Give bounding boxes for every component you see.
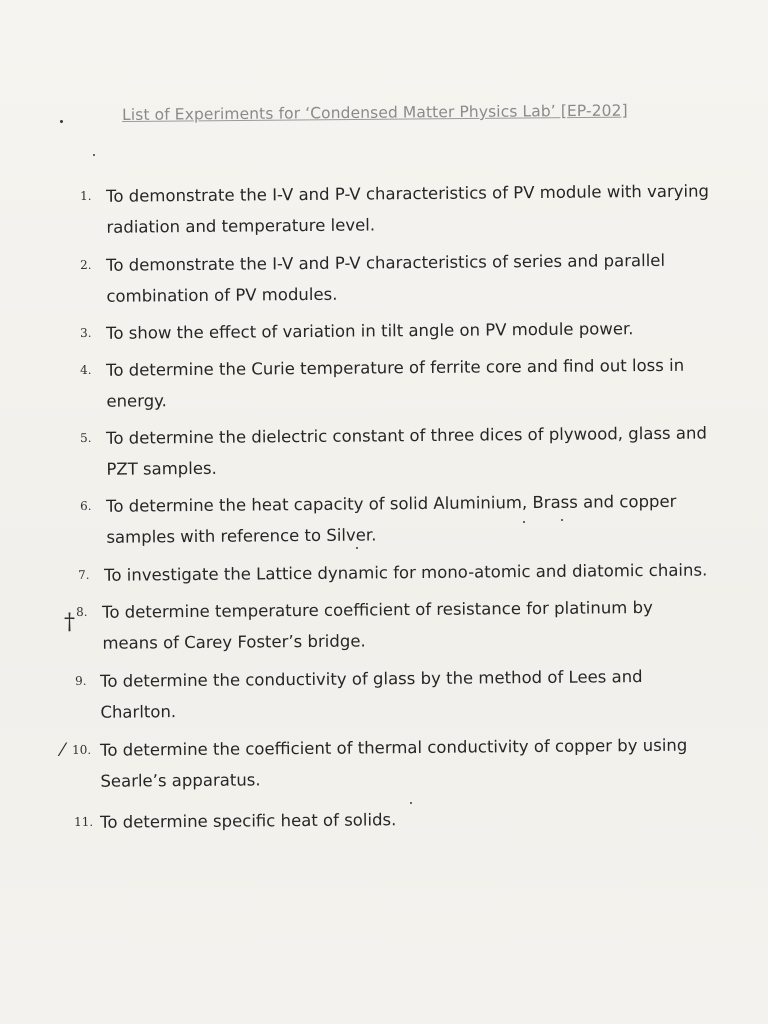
item-text-line1: To demonstrate the I-V and P-V characteristics of PV module with varying bbox=[106, 181, 710, 206]
item-text-line1: To investigate the Lattice dynamic for mono-atomic and diatomic chains. bbox=[104, 560, 708, 585]
item-text-line2: PZT samples. bbox=[106, 458, 217, 479]
list-item bbox=[80, 313, 634, 349]
item-text-line2: means of Carey Foster’s bridge. bbox=[102, 631, 366, 653]
scan-speck bbox=[60, 120, 63, 123]
list-item bbox=[78, 555, 707, 591]
item-number: 11. bbox=[74, 814, 94, 829]
item-number: 7. bbox=[78, 567, 90, 582]
item-text-line1: To determine the dielectric constant of three dices of plywood, glass and bbox=[106, 423, 707, 448]
item-text-line1: To determine specific heat of solids. bbox=[100, 810, 397, 832]
list-item bbox=[80, 176, 709, 243]
item-text-line1: To determine the heat capacity of solid Aluminium, Brass and copper bbox=[106, 491, 677, 516]
list-item bbox=[75, 661, 643, 728]
scan-speck bbox=[410, 802, 412, 804]
item-number: 2. bbox=[80, 257, 92, 272]
scan-speck bbox=[93, 154, 95, 156]
item-number: 5. bbox=[80, 430, 92, 445]
list-item bbox=[74, 804, 396, 838]
item-text-line2: combination of PV modules. bbox=[106, 284, 338, 306]
item-number: 3. bbox=[80, 325, 92, 340]
handwritten-mark-icon: † bbox=[64, 610, 75, 635]
item-text-line1: To determine the coefficient of thermal conductivity of copper by using bbox=[100, 735, 688, 760]
item-number: 6. bbox=[80, 498, 92, 513]
list-item bbox=[80, 350, 685, 417]
item-text-line1: To demonstrate the I-V and P-V characteristics of series and parallel bbox=[106, 250, 666, 275]
list-item bbox=[80, 418, 707, 485]
item-text-line2: Searle’s apparatus. bbox=[100, 770, 261, 791]
item-number: 10. bbox=[72, 742, 92, 757]
item-text-line1: To determine the Curie temperature of ferrite core and find out loss in bbox=[106, 355, 685, 380]
item-text-line2: energy. bbox=[106, 391, 167, 411]
item-number: 1. bbox=[80, 188, 92, 203]
page-title: List of Experiments for ‘Condensed Matter Physics Lab’ [EP-202] bbox=[122, 101, 628, 124]
item-number: 8. bbox=[76, 604, 88, 619]
handwritten-mark-icon: ⁄ bbox=[61, 740, 65, 761]
item-text-line1: To determine temperature coefficient of resistance for platinum by bbox=[102, 597, 653, 622]
list-item bbox=[72, 730, 688, 797]
list-item bbox=[80, 486, 677, 553]
item-text-line1: To determine the conductivity of glass by the method of Lees and bbox=[100, 667, 643, 691]
item-text-line2: Charlton. bbox=[100, 702, 177, 722]
item-number: 4. bbox=[80, 362, 92, 377]
list-item bbox=[76, 592, 653, 659]
item-text-line1: To show the effect of variation in tilt angle on PV module power. bbox=[106, 319, 634, 343]
item-text-line2: samples with reference to Silver. bbox=[106, 525, 377, 547]
item-number: 9. bbox=[75, 673, 87, 688]
list-item bbox=[80, 245, 665, 312]
item-text-line2: radiation and temperature level. bbox=[106, 215, 376, 237]
